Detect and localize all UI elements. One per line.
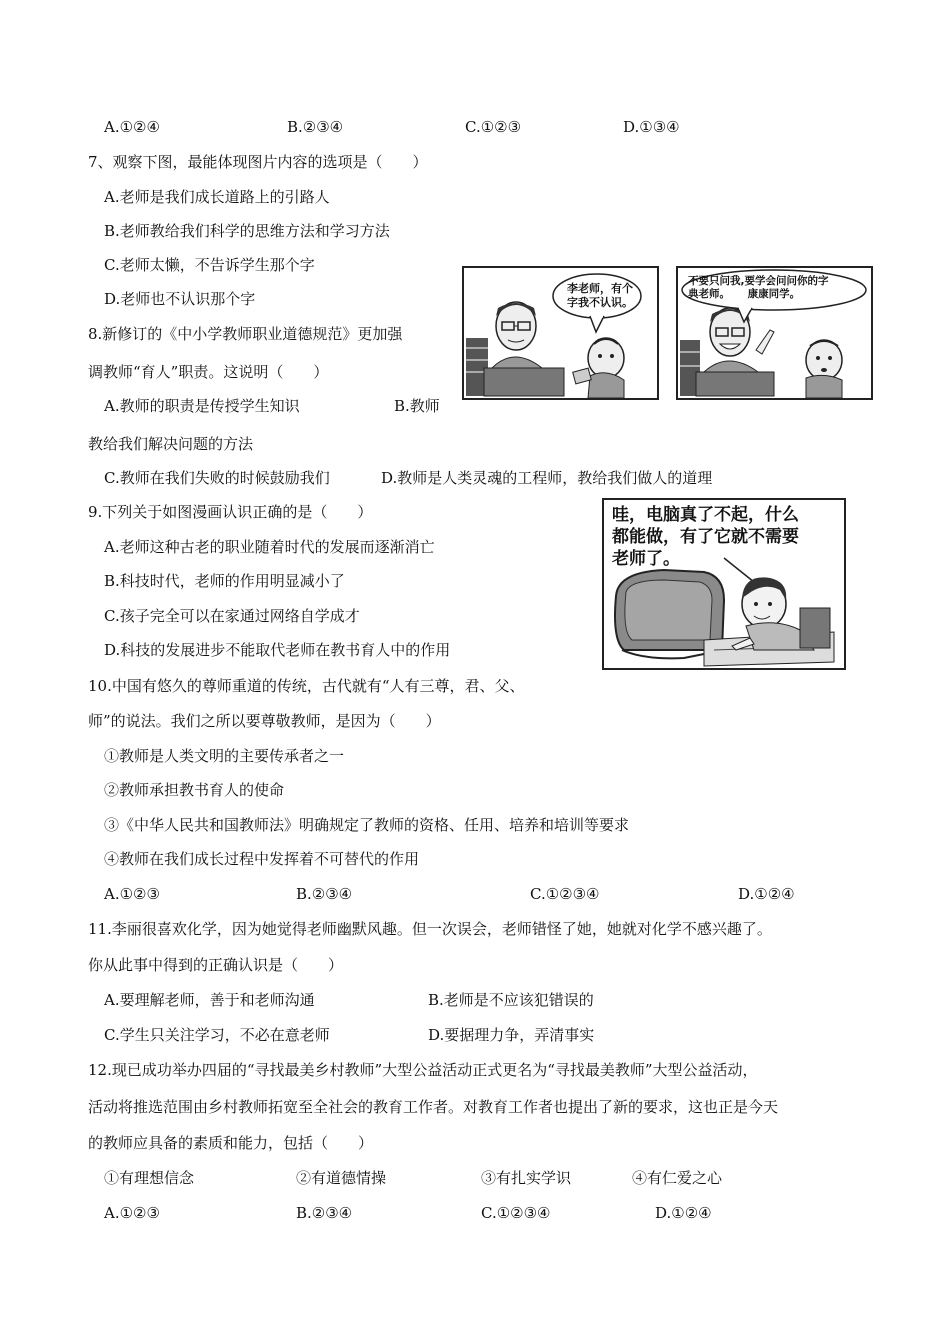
q10-option-b: B.②③④	[296, 885, 353, 903]
q7-stem: 7、观察下图，最能体现图片内容的选项是（ ）	[88, 153, 428, 171]
q12-item-3: ③有扎实学识	[481, 1169, 572, 1187]
q7-panel1-speech-line1: 李老师，有个	[567, 282, 633, 295]
q9-option-a: A.老师这种古老的职业随着时代的发展而逐渐消亡	[104, 538, 435, 556]
q11-stem-line2: 你从此事中得到的正确认识是（ ）	[88, 956, 344, 974]
q11-option-d: D.要据理力争，弄清事实	[428, 1026, 595, 1044]
q10-option-a: A.①②③	[104, 885, 160, 903]
q6-option-d: D.①③④	[623, 118, 680, 136]
q9-comic-panel	[602, 498, 846, 670]
q8-stem-line1: 8.新修订的《中小学教师职业道德规范》更加强	[88, 325, 403, 343]
q10-item-4: ④教师在我们成长过程中发挥着不可替代的作用	[104, 850, 420, 868]
q10-option-d: D.①②④	[738, 885, 795, 903]
boy-computer-illustration	[604, 500, 844, 668]
q11-option-a: A.要理解老师，善于和老师沟通	[104, 991, 315, 1009]
q7-panel2-speech-line2: 典老师。	[688, 288, 730, 300]
q8-option-a: A.教师的职责是传授学生知识	[104, 397, 300, 415]
q7-comic-panel-1	[462, 266, 659, 400]
q7-option-c: C.老师太懒，不告诉学生那个字	[104, 256, 315, 274]
q9-comic-line2: 都能做，有了它就不需要	[612, 527, 799, 547]
q12-stem-line3: 的教师应具备的素质和能力，包括（ ）	[88, 1134, 374, 1152]
q7-panel2-speech-line3: 康康同学。	[747, 288, 801, 300]
q12-stem-line1: 12.现已成功举办四届的“寻找最美乡村教师”大型公益活动正式更名为“寻找最美教师”大型公益活动，	[88, 1061, 758, 1079]
q8-stem-line2: 调教师“育人”职责。这说明（ ）	[88, 363, 329, 381]
q10-item-1: ①教师是人类文明的主要传承者之一	[104, 747, 345, 765]
q6-option-c: C.①②③	[465, 118, 522, 136]
q7-option-a: A.老师是我们成长道路上的引路人	[104, 188, 330, 206]
q12-item-1: ①有理想信念	[104, 1169, 195, 1187]
q9-option-d: D.科技的发展进步不能取代老师在教书育人中的作用	[104, 641, 451, 659]
q7-comic-panel-2	[676, 266, 873, 400]
q10-stem-line1: 10.中国有悠久的尊师重道的传统，古代就有“人有三尊，君、父、	[88, 677, 525, 695]
q8-option-c: C.教师在我们失败的时候鼓励我们	[104, 469, 330, 487]
q8-option-d: D.教师是人类灵魂的工程师，教给我们做人的道理	[381, 469, 713, 487]
q6-option-b: B.②③④	[287, 118, 344, 136]
q12-option-a: A.①②③	[104, 1204, 160, 1222]
q11-stem-line1: 11.李丽很喜欢化学，因为她觉得老师幽默风趣。但一次误会，老师错怪了她，她就对化学不感兴趣了。	[88, 920, 772, 938]
q7-option-d: D.老师也不认识那个字	[104, 290, 256, 308]
q8-option-b-part1: B.教师	[394, 397, 440, 415]
q12-option-d: D.①②④	[655, 1204, 712, 1222]
q6-option-a: A.①②④	[104, 118, 160, 136]
q12-item-2: ②有道德情操	[296, 1169, 387, 1187]
q10-item-2: ②教师承担教书育人的使命	[104, 781, 285, 799]
q10-item-3: ③《中华人民共和国教师法》明确规定了教师的资格、任用、培养和培训等要求	[104, 816, 630, 834]
q9-option-c: C.孩子完全可以在家通过网络自学成才	[104, 607, 360, 625]
q11-option-b: B.老师是不应该犯错误的	[428, 991, 594, 1009]
q12-option-b: B.②③④	[296, 1204, 353, 1222]
q7-panel2-speech-line1: 不要只问我,要学会问问你的字	[688, 275, 829, 287]
q9-comic-line3: 老师了。	[612, 549, 680, 569]
q12-item-4: ④有仁爱之心	[632, 1169, 723, 1187]
q11-option-c: C.学生只关注学习，不必在意老师	[104, 1026, 330, 1044]
q7-option-b: B.老师教给我们科学的思维方法和学习方法	[104, 222, 390, 240]
q9-stem: 9.下列关于如图漫画认识正确的是（ ）	[88, 503, 373, 521]
q9-option-b: B.科技时代，老师的作用明显减小了	[104, 572, 345, 590]
q10-option-c: C.①②③④	[530, 885, 600, 903]
q12-stem-line2: 活动将推选范围由乡村教师拓宽至全社会的教育工作者。对教育工作者也提出了新的要求，这也正是今天	[88, 1098, 779, 1116]
q7-panel1-speech-line2: 字我不认识。	[567, 296, 633, 309]
q12-option-c: C.①②③④	[481, 1204, 551, 1222]
q9-comic-line1: 哇，电脑真了不起，什么	[612, 505, 799, 525]
q8-option-b-part2: 教给我们解决问题的方法	[88, 435, 254, 453]
q10-stem-line2: 师”的说法。我们之所以要尊敬教师，是因为（ ）	[88, 712, 441, 730]
